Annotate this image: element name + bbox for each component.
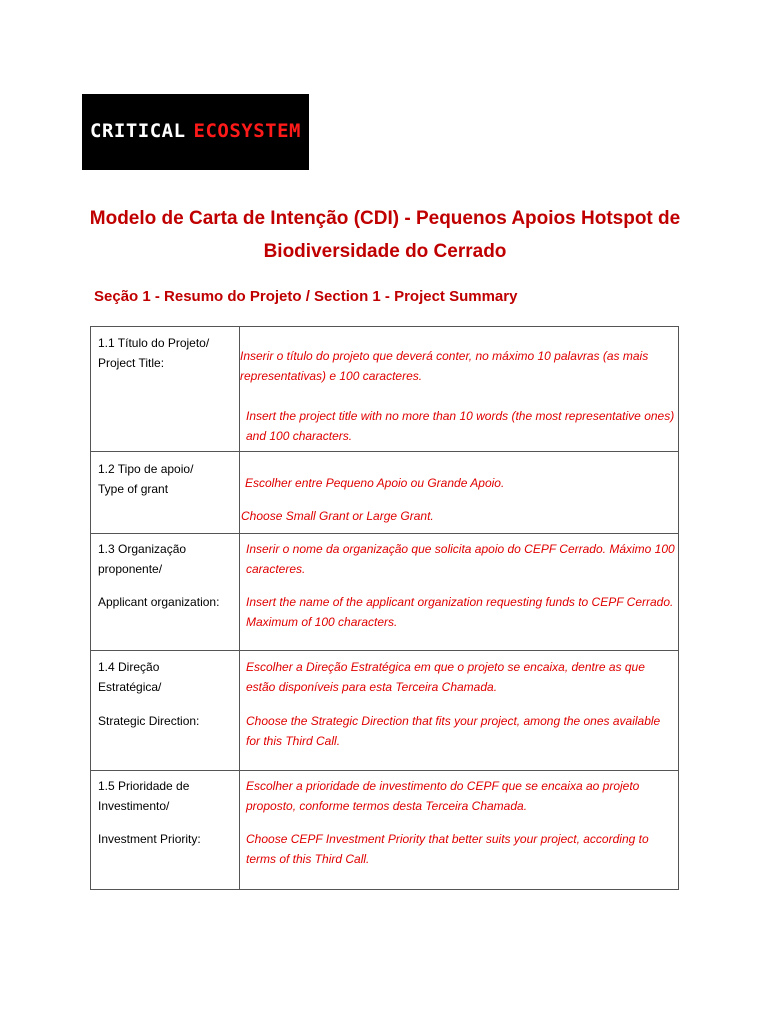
strategic-direction-instruction-en[interactable]: Choose the Strategic Direction that fits your project, among the ones available for this Third Call. — [246, 714, 661, 748]
label-line: Investimento/ — [98, 799, 170, 813]
logo-word-ecosystem: ECOSYSTEM — [193, 120, 301, 142]
project-title-instruction-en[interactable]: Insert the project title with no more than 10 words (the most representative ones) and 100 characters. — [246, 409, 675, 443]
label-line: Type of grant — [98, 482, 169, 496]
label-applicant-organization — [98, 539, 236, 579]
label-investment-priority — [98, 776, 236, 816]
column-divider — [239, 326, 240, 890]
label-applicant-organization-en: Applicant organization: — [98, 595, 220, 609]
section-heading: Seção 1 - Resumo do Projeto / Section 1 - Project Summary — [94, 288, 518, 305]
critical-ecosystem-logo — [82, 94, 309, 170]
strategic-direction-instruction-pt[interactable]: Escolher a Direção Estratégica em que o projeto se encaixa, dentre as que estão disponíveis para esta Terceira Chamada. — [246, 660, 645, 694]
grant-type-instruction-en[interactable]: Choose Small Grant or Large Grant. — [241, 509, 434, 523]
row-divider — [90, 451, 679, 452]
organization-instruction-pt[interactable]: Inserir o nome da organização que solicita apoio do CEPF Cerrado. Máximo 100 caracteres. — [246, 542, 675, 576]
label-strategic-direction-en: Strategic Direction: — [98, 714, 200, 728]
label-strategic-direction — [98, 657, 236, 697]
label-line: Project Title: — [98, 356, 165, 370]
grant-type-instruction-pt[interactable]: Escolher entre Pequeno Apoio ou Grande Apoio. — [245, 476, 505, 490]
label-grant-type — [98, 459, 236, 499]
label-line: 1.1 Título do Projeto/ — [98, 336, 210, 350]
label-line: 1.2 Tipo de apoio/ — [98, 462, 194, 476]
label-line: proponente/ — [98, 562, 163, 576]
label-project-title — [98, 333, 236, 373]
organization-instruction-en[interactable]: Insert the name of the applicant organization requesting funds to CEPF Cerrado. Maximum of 100 characters. — [246, 595, 674, 629]
document-title: Modelo de Carta de Intenção (CDI) - Pequenos Apoios Hotspot de Biodiversidade do Cerrado — [89, 208, 681, 262]
row-divider — [90, 533, 679, 534]
label-investment-priority-en: Investment Priority: — [98, 832, 201, 846]
label-line: 1.4 Direção — [98, 660, 160, 674]
investment-priority-instruction-pt[interactable]: Escolher a prioridade de investimento do CEPF que se encaixa ao projeto proposto, conforme termos desta Terceira Chamada. — [246, 779, 640, 813]
logo-wordmark — [82, 118, 309, 144]
label-line: 1.5 Prioridade de — [98, 779, 190, 793]
row-divider — [90, 650, 679, 651]
project-title-instruction-pt[interactable]: Inserir o título do projeto que deverá conter, no máximo 10 palavras (as mais representativas) e 100 caracteres. — [240, 349, 649, 383]
label-line: Estratégica/ — [98, 680, 162, 694]
row-divider — [90, 770, 679, 771]
logo-word-critical: CRITICAL — [90, 120, 186, 142]
label-line: 1.3 Organização — [98, 542, 187, 556]
investment-priority-instruction-en[interactable]: Choose CEPF Investment Priority that better suits your project, according to terms of this Third Call. — [246, 832, 649, 866]
